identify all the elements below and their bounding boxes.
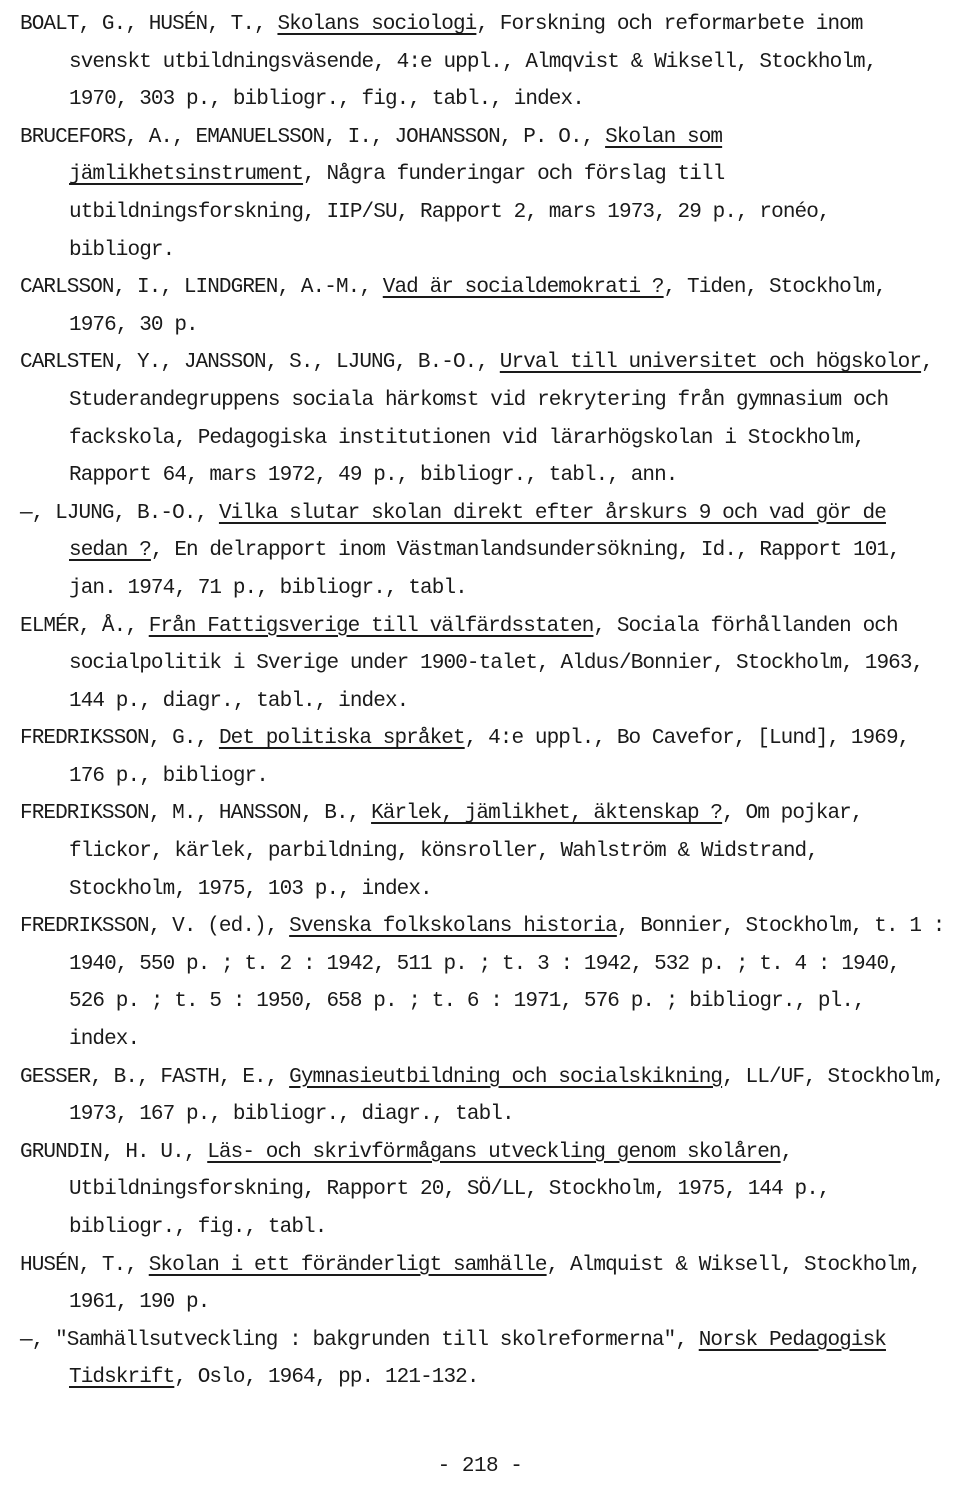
entry-author: CARLSTEN, Y., JANSSON, S., LJUNG, B.-O., (20, 351, 500, 375)
entry-title: Urval till universitet och högskolor (499, 351, 922, 375)
bibliography-entry (20, 495, 945, 608)
entry-title: Vad är socialdemokrati ? (382, 276, 664, 300)
entry-title: Vilka slutar skolan direkt efter årskurs 9 och vad gör de sedan ? (69, 501, 886, 563)
bibliography-entry (20, 6, 945, 119)
bibliography-entry (20, 344, 945, 494)
bibliography-entry (20, 1134, 945, 1247)
entry-details: , 4:e uppl., Bo Cavefor, [Lund], 1969, 176 p., bibliogr. (69, 727, 910, 788)
bibliography-entry (20, 119, 945, 269)
bibliography-entry (20, 720, 945, 795)
bibliography-entry (20, 269, 945, 344)
entry-author: FREDRIKSSON, M., HANSSON, B., (20, 802, 372, 826)
page-number: - 218 - (437, 1455, 523, 1478)
bibliography-entry (20, 795, 945, 908)
entry-title: Svenska folkskolans historia (289, 915, 617, 939)
entry-title: Det politiska språket (218, 727, 465, 751)
entry-title: Kärlek, jämlikhet, äktenskap ? (371, 802, 723, 826)
entry-details: , LL/UF, Stockholm, 1973, 167 p., bibliogr., diagr., tabl. (69, 1065, 945, 1127)
entry-title: Norsk Pedagogisk Tidskrift (69, 1328, 886, 1390)
entry-title: Gymnasieutbildning och socialskikning (289, 1065, 723, 1089)
entry-details: , En delrapport inom Västmanlandsundersökning, Id., Rapport 101, jan. 1974, 71 p., bibliogr., tabl. (69, 539, 900, 600)
entry-details: , Om pojkar, flickor, kärlek, parbildning, könsroller, Wahlström & Widstrand, Stockholm, 1975, 103 p., index. (69, 802, 863, 901)
entry-author: GRUNDIN, H. U., (20, 1140, 208, 1164)
entry-author: GESSER, B., FASTH, E., (20, 1065, 290, 1089)
entry-author: BOALT, G., HUSÉN, T., (20, 13, 278, 36)
entry-title: Skolan i ett föränderligt samhälle (148, 1253, 547, 1277)
bibliography-page (20, 6, 945, 1397)
entry-author: ELMÉR, Å., (20, 614, 149, 638)
entry-author: HUSÉN, T., (20, 1253, 149, 1277)
bibliography-entry (20, 608, 945, 721)
entry-author: FREDRIKSSON, G., (20, 727, 219, 751)
bibliography-entry (20, 1247, 945, 1322)
entry-author: —, LJUNG, B.-O., (20, 501, 219, 525)
entry-author: CARLSSON, I., LINDGREN, A.-M., (20, 276, 383, 300)
entry-details: , Oslo, 1964, pp. 121-132. (174, 1366, 479, 1390)
entry-title: Skolan som jämlikhetsinstrument (69, 125, 723, 187)
entry-details: , Några funderingar och förslag till utbildningsforskning, IIP/SU, Rapport 2, mars 1973, 29 p., ronéo, bibliogr. (69, 163, 830, 262)
entry-author: BRUCEFORS, A., EMANUELSSON, I., JOHANSSON, P. O., (20, 125, 606, 149)
entry-details: , Bonnier, Stockholm, t. 1 : 1940, 550 p. ; t. 2 : 1942, 511 p. ; t. 3 : 1942, 532 p. ; t. 4 : 1940, 526 p. ; t. 5 : 1950, 658 p. ; t. 6 : 1971, 576 p. ; bibliogr., pl., index. (69, 915, 945, 1052)
entry-details: , Studerandegruppens sociala härkomst vid rekrytering från gymnasium och fackskola, Pedagogiska institutionen vid lärarhögskolan i Stockholm, Rapport 64, mars 1972, 49 p., bibliogr., tabl., ann. (69, 351, 933, 488)
entry-details: , Forskning och reformarbete inom svenskt utbildningsväsende, 4:e uppl., Almqvist & Wiksell, Stockholm, 1970, 303 p., bibliogr., fig., tabl., index. (69, 13, 877, 112)
bibliography-entry (20, 1059, 945, 1134)
entry-title: Skolans sociologi (277, 13, 477, 36)
entry-details: , Almquist & Wiksell, Stockholm, 1961, 190 p. (69, 1253, 922, 1315)
entry-author: —, "Samhällsutveckling : bakgrunden till skolreformerna", (20, 1328, 699, 1352)
bibliography-entry (20, 1322, 945, 1397)
entry-title: Läs- och skrivförmågans utveckling genom skolåren (207, 1140, 781, 1164)
entry-details: , Tiden, Stockholm, 1976, 30 p. (69, 276, 886, 337)
entry-title: Från Fattigsverige till välfärdsstaten (148, 614, 594, 638)
entry-details: , Sociala förhållanden och socialpolitik i Sverige under 1900-talet, Aldus/Bonnier, Stockholm, 1963, 144 p., diagr., tabl., index. (69, 614, 924, 713)
bibliography-entry (20, 908, 945, 1058)
entry-author: FREDRIKSSON, V. (ed.), (20, 915, 290, 939)
entry-details: , Utbildningsforskning, Rapport 20, SÖ/LL, Stockholm, 1975, 144 p., bibliogr., fig., tabl. (69, 1140, 830, 1239)
